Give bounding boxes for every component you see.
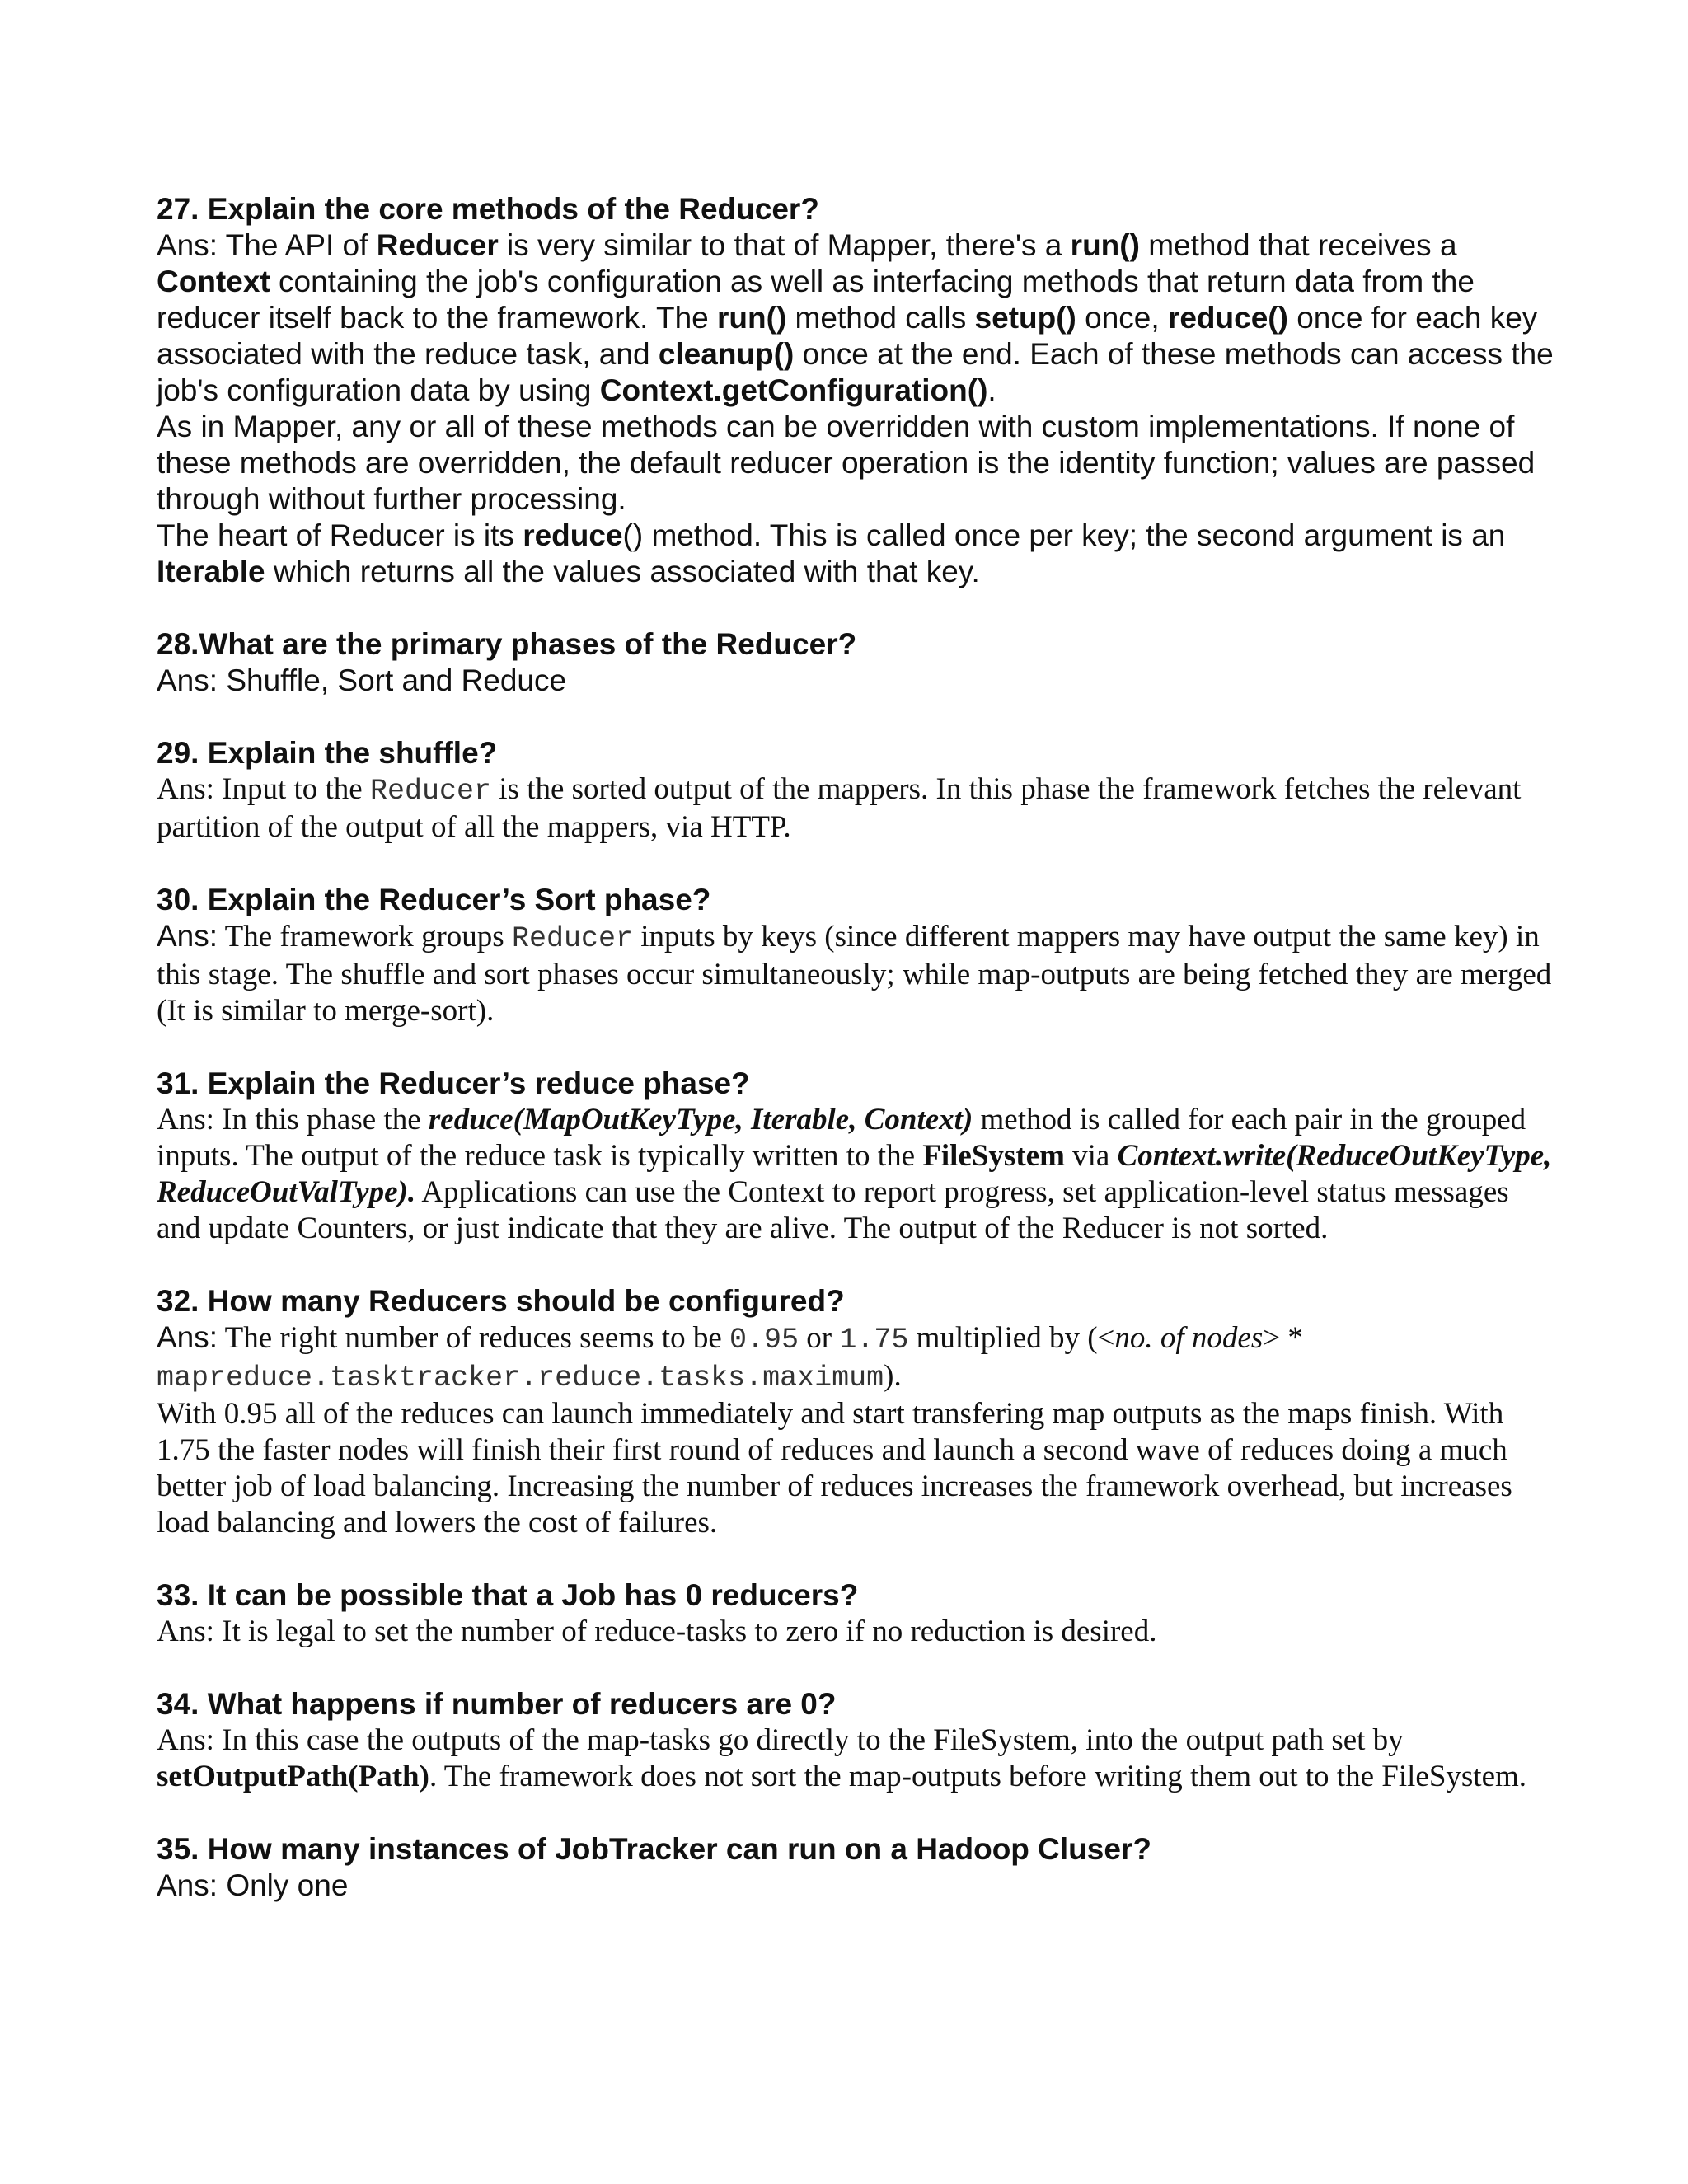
faq-item-29 (157, 735, 1558, 846)
faq-item-35 (157, 1831, 1558, 1904)
answer-27-paragraph-2: As in Mapper, any or all of these methods can be overridden with custom implementations. If none of these methods are overridden, the default reducer operation is the identity function; values are passed through without further processing. (157, 410, 1536, 516)
question-35: 35. How many instances of JobTracker can run on a Hadoop Cluser? (157, 1832, 1151, 1866)
answer-32-paragraph-2: With 0.95 all of the reduces can launch immediately and start transfering map outputs as the maps finish. With 1.75 the faster nodes will finish their first round of reduces and launch a second wave of reduces doing a much better job of load balancing. Increasing the number of reduces increases the framework overhead, but increases load balancing and lowers the cost of failures. (157, 1397, 1512, 1540)
faq-item-31 (157, 1066, 1558, 1247)
document-page (157, 191, 1558, 1904)
answer-32-paragraph-1: Ans: The right number of reduces seems to be 0.95 or 1.75 multiplied by (<no. of nodes> * mapreduce.tasktracker.reduce.tasks.maximum). (157, 1320, 1303, 1394)
answer-31: Ans: In this phase the reduce(MapOutKeyType, Iterable, Context) method is called for each pair in the grouped inputs. The output of the reduce task is typically written to the FileSystem via Context.write(ReduceOutKeyType, ReduceOutValType). Applications can use the Context to report progress, set application-level status messages and update Counters, or just indicate that they are alive. The output of the Reducer is not sorted. (157, 1103, 1552, 1245)
question-31: 31. Explain the Reducer’s reduce phase? (157, 1066, 750, 1100)
answer-28: Ans: Shuffle, Sort and Reduce (157, 663, 567, 697)
answer-27-paragraph-1: Ans: The API of Reducer is very similar to that of Mapper, there's a run() method that receives a Context containing the job's configuration as well as interfacing methods that return data from the reducer itself back to the framework. The run() method calls setup() once, reduce() once for each key associated with the reduce task, and cleanup() once at the end. Each of these methods can access the job's configuration data by using Context.getConfiguration(). (157, 228, 1554, 407)
answer-35: Ans: Only one (157, 1868, 349, 1902)
question-32: 32. How many Reducers should be configured? (157, 1284, 845, 1318)
question-29: 29. Explain the shuffle? (157, 736, 498, 770)
answer-27-paragraph-3: The heart of Reducer is its reduce() method. This is called once per key; the second argument is an Iterable which returns all the values associated with that key. (157, 518, 1506, 588)
faq-item-28 (157, 626, 1558, 699)
faq-item-30 (157, 882, 1558, 1029)
faq-item-33 (157, 1577, 1558, 1650)
question-33: 33. It can be possible that a Job has 0 reducers? (157, 1578, 859, 1612)
answer-29: Ans: Input to the Reducer is the sorted output of the mappers. In this phase the framework fetches the relevant partition of the output of all the mappers, via HTTP. (157, 772, 1522, 844)
faq-item-27 (157, 191, 1558, 590)
question-27: 27. Explain the core methods of the Reducer? (157, 192, 819, 226)
question-30: 30. Explain the Reducer’s Sort phase? (157, 883, 711, 916)
faq-item-34 (157, 1686, 1558, 1795)
answer-30: Ans: The framework groups Reducer inputs by keys (since different mappers may have output the same key) in this stage. The shuffle and sort phases occur simultaneously; while map-outputs are being fetched they are merged (It is similar to merge-sort). (157, 919, 1552, 1028)
answer-34: Ans: In this case the outputs of the map-tasks go directly to the FileSystem, into the output path set by setOutputPath(Path). The framework does not sort the map-outputs before writing them out to the FileSystem. (157, 1723, 1527, 1793)
faq-item-32 (157, 1283, 1558, 1541)
question-34: 34. What happens if number of reducers are 0? (157, 1687, 837, 1721)
question-28: 28.What are the primary phases of the Reducer? (157, 627, 857, 661)
answer-33: Ans: It is legal to set the number of reduce-tasks to zero if no reduction is desired. (157, 1615, 1157, 1648)
